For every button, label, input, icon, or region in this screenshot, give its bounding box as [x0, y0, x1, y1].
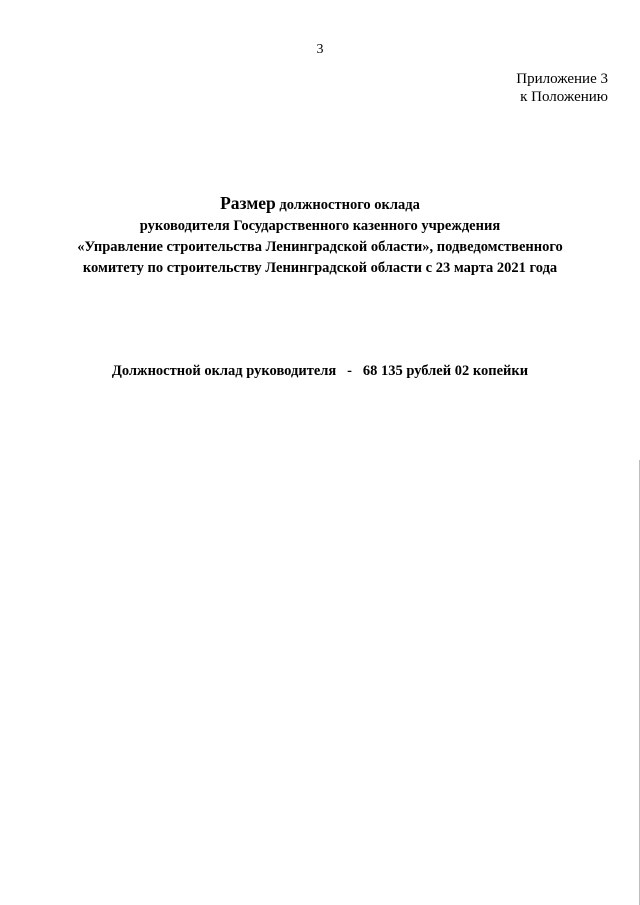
appendix-regulation: к Положению	[520, 89, 608, 105]
page-number: 3	[316, 42, 324, 57]
salary-amount: 68 135 рублей 02 копейки	[362, 363, 529, 379]
title-line-1-rest: должностного оклада	[275, 197, 420, 213]
appendix-reference	[516, 70, 608, 106]
title-lead-word: Размер	[220, 193, 276, 213]
salary-label: Должностной оклад руководителя	[111, 363, 337, 379]
salary-separator: -	[336, 363, 363, 379]
title-line-1	[0, 193, 640, 216]
salary-statement	[0, 363, 640, 380]
title-line-2: руководителя Государственного казенного учреждения	[139, 218, 501, 234]
title-line-4: комитету по строительству Ленинградской области с 23 марта 2021 года	[82, 260, 558, 276]
title-line-3: «Управление строительства Ленинградской области», подведомственного	[77, 239, 563, 255]
appendix-number: Приложение 3	[516, 71, 608, 87]
document-title	[0, 193, 640, 279]
